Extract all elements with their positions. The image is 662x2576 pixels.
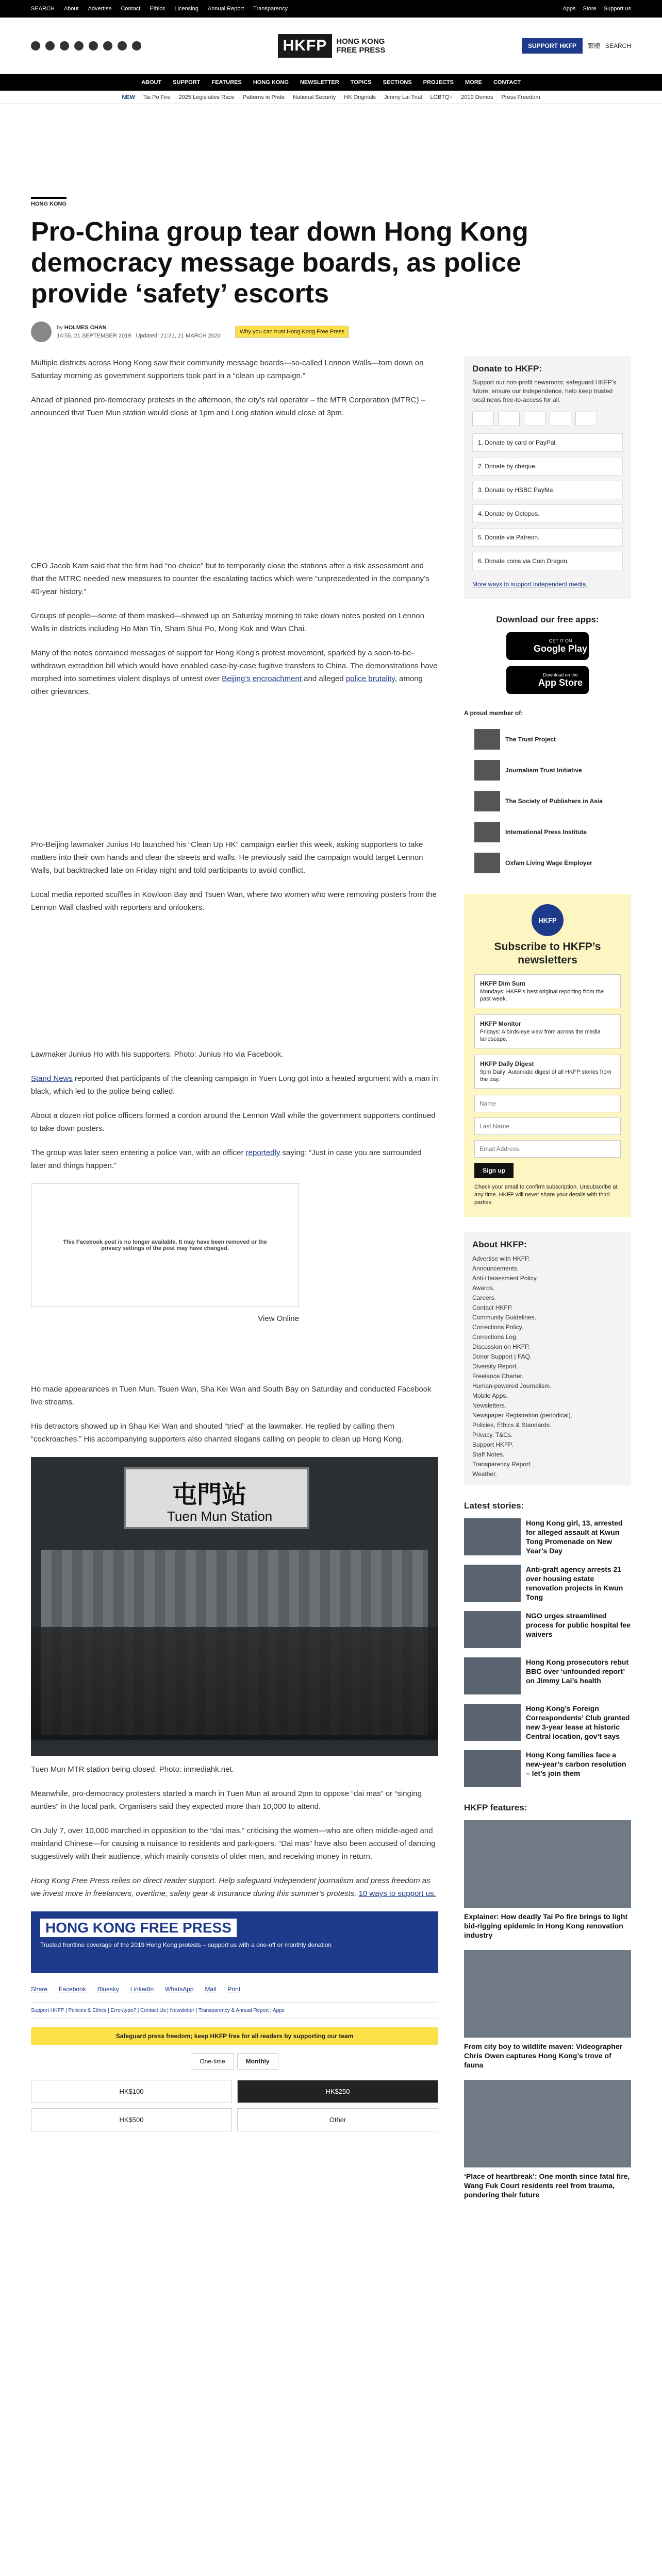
about-link[interactable]: Transparency Report.: [472, 1461, 532, 1468]
language-switch[interactable]: 繁體: [587, 42, 600, 49]
feature-item[interactable]: Explainer: How deadly Tai Po fire brings to light bid-rigging epidemic in Hong Kong renovation industry: [464, 1820, 631, 1940]
story-thumbnail: [464, 1704, 521, 1741]
station-sign: [124, 1467, 309, 1529]
amount-option[interactable]: Other: [237, 2108, 438, 2131]
apps-section: [464, 615, 631, 694]
about-link[interactable]: Anti-Harassment Policy.: [472, 1275, 538, 1282]
paragraph: Ho made appearances in Tuen Mun, Tsuen Wan, Sha Kei Wan and South Bay on Saturday and conducted Facebook live streams.: [31, 1385, 432, 1406]
newsletter-note: Check your email to confirm subscription. Unsubscribe at any time. HKFP will never share your details with third parties.: [474, 1184, 618, 1206]
nav-item[interactable]: NEWSLETTER: [300, 79, 339, 86]
members-section: [464, 709, 631, 878]
about-link[interactable]: Mobile Apps.: [472, 1392, 508, 1399]
newsletter-option[interactable]: HKFP Monitor Fridays: A birds-eye view from across the media landscape.: [474, 1014, 621, 1048]
newsletter-box: [464, 894, 631, 1217]
amount-option[interactable]: HK$250: [237, 2080, 438, 2103]
about-link[interactable]: Newspaper Registration (periodical).: [472, 1412, 573, 1419]
jti-icon: [474, 760, 500, 781]
inline-link[interactable]: Beijing’s encroachment: [222, 674, 302, 683]
inline-link[interactable]: police brutality: [345, 674, 395, 683]
story-thumbnail: [464, 1611, 521, 1648]
email-icon[interactable]: [103, 41, 112, 50]
about-link[interactable]: Staff Notes.: [472, 1451, 505, 1458]
spacer: [31, 1336, 438, 1383]
topbar-link[interactable]: Annual Report: [207, 6, 244, 12]
trending-item[interactable]: Tai Po Fire: [143, 94, 171, 100]
member-logo[interactable]: The Trust Project: [464, 724, 631, 755]
view-online-link[interactable]: View Online: [258, 1314, 299, 1323]
about-link[interactable]: Contact HKFP.: [472, 1304, 513, 1311]
donation-frequency: [31, 2053, 438, 2070]
payment-icons: [464, 404, 631, 433]
paragraph: His detractors showed up in Shau Kei Wan and shouted “tried” at the lawmaker. He replied by calling them “cockroaches.” His accompanying supporters also chanted slogans calling on people to clean up Hong Kong.: [31, 1422, 404, 1444]
about-link[interactable]: Freelance Charter.: [472, 1372, 524, 1380]
about-link[interactable]: Support HKFP.: [472, 1441, 514, 1448]
x-icon[interactable]: [45, 41, 55, 50]
caption: Tuen Mun MTR station being closed. Photo: inmediahk.net.: [31, 1765, 234, 1774]
trust-project-icon: [474, 729, 500, 750]
paragraph: Pro-Beijing lawmaker Junius Ho launched his “Clean Up HK” campaign earlier this week, asking supporters to take matters into their own hands and clear the streets and walls. He previously said the campaign would target Lennon Walls, but backtracked late on Friday night and told participants to avoid conflict.: [31, 840, 423, 875]
author-prefix: by: [57, 325, 63, 331]
site-header: [0, 18, 662, 74]
donate-option[interactable]: 1. Donate by card or PayPal.: [472, 433, 623, 452]
trust-button[interactable]: Why you can trust Hong Kong Free Press: [235, 326, 349, 338]
caption: Lawmaker Junius Ho with his supporters. Photo: Junius Ho via Facebook.: [31, 1050, 284, 1059]
feature-item[interactable]: ‘Place of heartbreak’: One month since fatal fire, Wang Fuk Court residents reel from trauma, pondering their future: [464, 2080, 631, 2199]
donate-option[interactable]: 6. Donate coins via Coin Dragon.: [472, 552, 623, 570]
donation-amounts: [31, 2080, 438, 2131]
story-thumbnail: [464, 1518, 521, 1555]
share-linkedin[interactable]: LinkedIn: [130, 1986, 154, 1993]
feature-image: [464, 2080, 631, 2167]
footer-links[interactable]: Support HKFP | Policies & Ethics | Error/typo? | Contact Us | Newsletter | Transparency & Annual Report | Apps: [31, 2002, 438, 2019]
youtube-icon[interactable]: [89, 41, 98, 50]
share-bluesky[interactable]: Bluesky: [97, 1986, 119, 1993]
paragraph: Multiple districts across Hong Kong saw their community message boards—so-called Lennon Walls—torn down on Saturday morning as government supporters took part in a “clean up campaign.”: [31, 359, 424, 380]
ad-space: [31, 431, 438, 560]
article-photo: [31, 1457, 438, 1756]
google-play-button[interactable]: GET IT ON Google Play: [506, 632, 589, 660]
trending-item[interactable]: 2019 Demos: [461, 94, 493, 100]
about-box: [464, 1232, 631, 1485]
paragraph: The group was later seen entering a police van, with an officer reportedly saying: “Just in case you are surrounded later and things happen.”: [31, 1148, 422, 1170]
trending-item[interactable]: Press Freedom: [501, 94, 540, 100]
embed-space: [31, 925, 438, 1054]
email-field[interactable]: [474, 1140, 621, 1158]
new-label: NEW: [122, 94, 135, 100]
nav-item[interactable]: ABOUT: [141, 79, 162, 86]
member-logo[interactable]: Oxfam Living Wage Employer: [464, 848, 631, 878]
updated-date: Updated: 21:31, 21 MARCH 2020: [136, 333, 221, 339]
publish-date: 14:55, 21 SEPTEMBER 2019: [57, 333, 131, 339]
inline-link[interactable]: Stand News: [31, 1074, 73, 1083]
about-link[interactable]: Advertise with HKFP.: [472, 1255, 530, 1262]
story-item[interactable]: Anti-graft agency arrests 21 over housing estate renovation projects in Kwun Tong: [464, 1565, 631, 1602]
topbar-link[interactable]: Ethics: [150, 6, 166, 12]
share-print[interactable]: Print: [227, 1986, 241, 1993]
features-title: HKFP features:: [464, 1803, 527, 1812]
about-link[interactable]: Corrections Policy.: [472, 1324, 524, 1331]
paragraph: Local media reported scuffles in Kowloon Bay and Tsuen Wan, where two women who were removing posters from the Lennon Wall clashed with reporters and onlookers.: [31, 890, 437, 912]
story-item[interactable]: Hong Kong’s Foreign Correspondents’ Club granted new 3-year lease at historic Central location, gov’t says: [464, 1704, 631, 1741]
apps-title: Download our free apps:: [496, 615, 599, 624]
oxfam-icon: [474, 853, 500, 873]
topbar-link[interactable]: Support us: [603, 6, 631, 12]
nav-item[interactable]: CONTACT: [493, 79, 521, 86]
topbar-link[interactable]: Store: [583, 6, 597, 12]
sidebar: [464, 357, 631, 2210]
top-utility-bar: [0, 0, 662, 18]
story-thumbnail: [464, 1750, 521, 1787]
story-thumbnail: [464, 1565, 521, 1602]
about-link[interactable]: Weather.: [472, 1470, 497, 1478]
paragraph: CEO Jacob Kam said that the firm had “no choice” but to temporarily close the stations after a risk assessment and that the MTRC needed new measures to counter the escalating tactics which were “unprecedented in the company’s 40-year history.”: [31, 562, 429, 596]
feature-image: [464, 1950, 631, 2038]
sign-chinese: 屯門站: [172, 1481, 247, 1509]
byline: [31, 321, 631, 342]
nav-item[interactable]: PROJECTS: [423, 79, 454, 86]
topbar-link[interactable]: About: [63, 6, 79, 12]
member-logo[interactable]: The Society of Publishers in Asia: [464, 786, 631, 817]
donate-box: [464, 357, 631, 599]
article-body: [31, 357, 438, 2210]
logo-line: HONG KONG: [336, 37, 385, 46]
sopa-icon: [474, 791, 500, 811]
nav-item[interactable]: HONG KONG: [253, 79, 289, 86]
donate-text: Support our non-profit newsroom; safeguard HKFP’s future, ensure our independence, help keep trusted local news free-to-access for all.: [472, 379, 617, 403]
about-link[interactable]: Corrections Log.: [472, 1333, 518, 1341]
facebook-icon[interactable]: [31, 41, 40, 50]
article-title: Pro-China group tear down Hong Kong democracy message boards, as police provide ‘safety’ escorts: [31, 217, 528, 309]
trending-item[interactable]: LGBTQ+: [430, 94, 453, 100]
feature-image: [464, 1820, 631, 1908]
app-store-button[interactable]: Download on the App Store: [506, 666, 589, 694]
search-link[interactable]: SEARCH: [31, 6, 55, 12]
crowd: [31, 1627, 438, 1740]
author-name[interactable]: HOLMES CHAN: [64, 325, 107, 331]
patreon-icon: [575, 412, 597, 426]
newsletter-option[interactable]: HKFP Dim Sum Mondays: HKFP’s best original reporting from the past week.: [474, 974, 621, 1008]
freq-onetime[interactable]: One-time: [191, 2053, 234, 2070]
embed-message: This Facebook post is no longer available. It may have been removed or the privacy settings of the post may have changed.: [63, 1239, 267, 1251]
topbar-link[interactable]: Contact: [121, 6, 141, 12]
paragraph: About a dozen riot police officers formed a cordon around the Lennon Wall while the government supporters continued to take down posters.: [31, 1111, 436, 1133]
trending-nav: [0, 91, 662, 104]
name-field[interactable]: [474, 1095, 621, 1112]
donate-option[interactable]: 2. Donate by cheque.: [472, 457, 623, 476]
paragraph: Meanwhile, pro-democracy protesters started a march in Tuen Mun at around 2pm to oppose “dai mas” or “singing aunties” in the local park. Organisers said they expected more than 10,000 to attend.: [31, 1789, 422, 1811]
share-whatsapp[interactable]: WhatsApp: [165, 1986, 194, 1993]
support-hkfp-button[interactable]: SUPPORT HKFP: [522, 38, 583, 54]
topbar-link[interactable]: Advertise: [88, 6, 112, 12]
header-search[interactable]: SEARCH: [605, 42, 631, 49]
donate-option[interactable]: 4. Donate by Octopus.: [472, 504, 623, 523]
trending-item[interactable]: Jimmy Lai Trial: [384, 94, 422, 100]
about-title: About HKFP:: [464, 1232, 631, 1254]
telegram-icon[interactable]: [118, 41, 127, 50]
paragraph: Ahead of planned pro-democracy protests in the afternoon, the city’s rail operator – the MTR Corporation (MTRC) – announced that Tuen Mun station would close at 1pm and Long station would close at 3pm.: [31, 396, 426, 417]
facebook-embed: [31, 1183, 299, 1307]
main-nav: [0, 74, 662, 91]
last-name-field[interactable]: [474, 1117, 621, 1135]
nav-item[interactable]: SECTIONS: [383, 79, 412, 86]
instagram-icon[interactable]: [60, 41, 69, 50]
signup-button[interactable]: Sign up: [474, 1163, 514, 1178]
paragraph: Stand News reported that participants of the cleaning campaign in Yuen Long got into a heated argument with a man in black, which led to the police being called.: [31, 1074, 438, 1096]
about-link[interactable]: Community Guidelines.: [472, 1314, 537, 1321]
trending-item[interactable]: HK Originals: [344, 94, 376, 100]
social-icons: [31, 41, 141, 50]
newsletter-logo: HKFP: [532, 904, 564, 936]
octopus-icon: [550, 412, 571, 426]
trending-item[interactable]: Patterns in Pride: [242, 94, 285, 100]
nav-item[interactable]: TOPICS: [350, 79, 372, 86]
paypal-icon: [498, 412, 520, 426]
story-thumbnail: [464, 1657, 521, 1694]
features-section: [464, 1803, 631, 2199]
share-bar: [31, 1986, 438, 1993]
newsletter-option[interactable]: HKFP Daily Digest 9pm Daily: Automatic digest of all HKFP stories from the day.: [474, 1055, 621, 1089]
about-link[interactable]: Newsletters.: [472, 1402, 507, 1409]
paragraph: On July 7, over 10,000 marched in opposition to the “dai mas,” criticising the women—who are often middle-aged and mainland Chinese—for causing a nuisance to residents and park-goers. “Dai mas” have also been accused of dancing suggestively with their audience, which mainly consists of older men, and receiving money in return.: [31, 1826, 436, 1861]
member-logo[interactable]: International Press Institute: [464, 817, 631, 848]
about-link[interactable]: Donor Support | FAQ.: [472, 1353, 532, 1360]
topbar-link[interactable]: Apps: [562, 6, 576, 12]
ad-space: [31, 709, 438, 838]
donate-title: Donate to HKFP:: [464, 357, 631, 378]
support-link[interactable]: 10 ways to support us.: [358, 1889, 436, 1898]
nav-item[interactable]: SUPPORT: [173, 79, 201, 86]
about-link[interactable]: Discussion on HKFP.: [472, 1343, 530, 1350]
story-item[interactable]: Hong Kong girl, 13, arrested for alleged assault at Kwun Tong Promenade on New Year’s Day: [464, 1518, 631, 1555]
card-icon: [472, 412, 494, 426]
banner-title: HONG KONG FREE PRESS: [40, 1919, 237, 1937]
latest-stories: [464, 1501, 631, 1787]
share-label: Share: [31, 1986, 48, 1993]
trending-item[interactable]: National Security: [293, 94, 336, 100]
share-facebook[interactable]: Facebook: [59, 1986, 86, 1993]
about-link[interactable]: Policies, Ethics & Standards.: [472, 1421, 552, 1429]
rss-icon[interactable]: [132, 41, 141, 50]
payme-icon: [524, 412, 545, 426]
ipi-icon: [474, 822, 500, 842]
members-title: A proud member of:: [464, 709, 523, 717]
support-paragraph: Hong Kong Free Press relies on direct reader support. Help safeguard independent journalism and press freedom as we invest more in freelancers, overtime, safety gear & insurance during this summer’s protests. 10 ways to support us.: [31, 1876, 436, 1898]
support-banner[interactable]: [31, 1911, 438, 1973]
about-link[interactable]: Privacy, T&Cs.: [472, 1431, 513, 1438]
story-item[interactable]: Hong Kong families face a new-year’s carbon resolution – let’s join them: [464, 1750, 631, 1787]
amount-option[interactable]: HK$500: [31, 2108, 232, 2131]
freq-monthly[interactable]: Monthly: [237, 2053, 278, 2070]
donate-option[interactable]: 3. Donate by HSBC PayMe.: [472, 481, 623, 499]
trending-item[interactable]: 2025 Legislative Race: [178, 94, 235, 100]
donate-option[interactable]: 5. Donate via Patreon.: [472, 528, 623, 547]
newsletter-title: Subscribe to HKFP’s newsletters: [494, 941, 601, 966]
ad-space: [0, 104, 662, 197]
inline-link[interactable]: reportedly: [245, 1148, 280, 1157]
topbar-link[interactable]: Licensing: [174, 6, 198, 12]
topbar-link[interactable]: Transparency: [253, 6, 288, 12]
about-link[interactable]: Diversity Report.: [472, 1363, 518, 1370]
sign-english: Tuen Mun Station: [167, 1509, 273, 1524]
site-logo[interactable]: [278, 34, 386, 58]
share-mail[interactable]: Mail: [205, 1986, 217, 1993]
paragraph: Many of the notes contained messages of support for Hong Kong’s protest movement, sparked by a soon-to-be-withdrawn extradition bill which would have enabled case-by-case fugitive transfers to China. The demonstrations have morphed into sometimes violent displays of unrest over Beijing’s encroachment and alleged police brutality, among other grievances.: [31, 649, 438, 696]
nav-item[interactable]: MORE: [465, 79, 482, 86]
more-ways-link[interactable]: More ways to support independent media.: [472, 581, 588, 588]
story-item[interactable]: NGO urges streamlined process for public hospital fee waivers: [464, 1611, 631, 1648]
feature-item[interactable]: From city boy to wildlife maven: Videographer Chris Owen captures Hong Kong’s trove of fauna: [464, 1950, 631, 2070]
story-item[interactable]: Hong Kong prosecutors rebut BBC over ‘unfounded report’ on Jimmy Lai’s health: [464, 1657, 631, 1694]
article-category[interactable]: HONG KONG: [31, 197, 67, 207]
author-avatar: [31, 321, 52, 342]
about-link[interactable]: Announcements.: [472, 1265, 519, 1272]
banner-subtitle: Trusted frontline coverage of the 2019 Hong Kong protests – support us with a one-off or monthly donation: [40, 1941, 332, 1948]
logo-line: FREE PRESS: [336, 45, 386, 55]
paragraph: Groups of people—some of them masked—showed up on Saturday morning to take down notes posted on Lennon Walls in districts including Ho Man Tin, Sham Shui Po, Mong Kok and Wan Chai.: [31, 612, 424, 633]
threads-icon[interactable]: [74, 41, 84, 50]
about-link[interactable]: Awards.: [472, 1284, 495, 1292]
safeguard-banner: Safeguard press freedom; keep HKFP free for all readers by supporting our team: [31, 2027, 438, 2045]
latest-title: Latest stories:: [464, 1501, 524, 1511]
amount-option[interactable]: HK$100: [31, 2080, 232, 2103]
about-link[interactable]: Human-powered Journalism.: [472, 1382, 552, 1389]
member-logo[interactable]: Journalism Trust Initiative: [464, 755, 631, 786]
about-link[interactable]: Careers.: [472, 1294, 496, 1301]
logo-mark: HKFP: [278, 34, 333, 58]
nav-item[interactable]: FEATURES: [211, 79, 242, 86]
